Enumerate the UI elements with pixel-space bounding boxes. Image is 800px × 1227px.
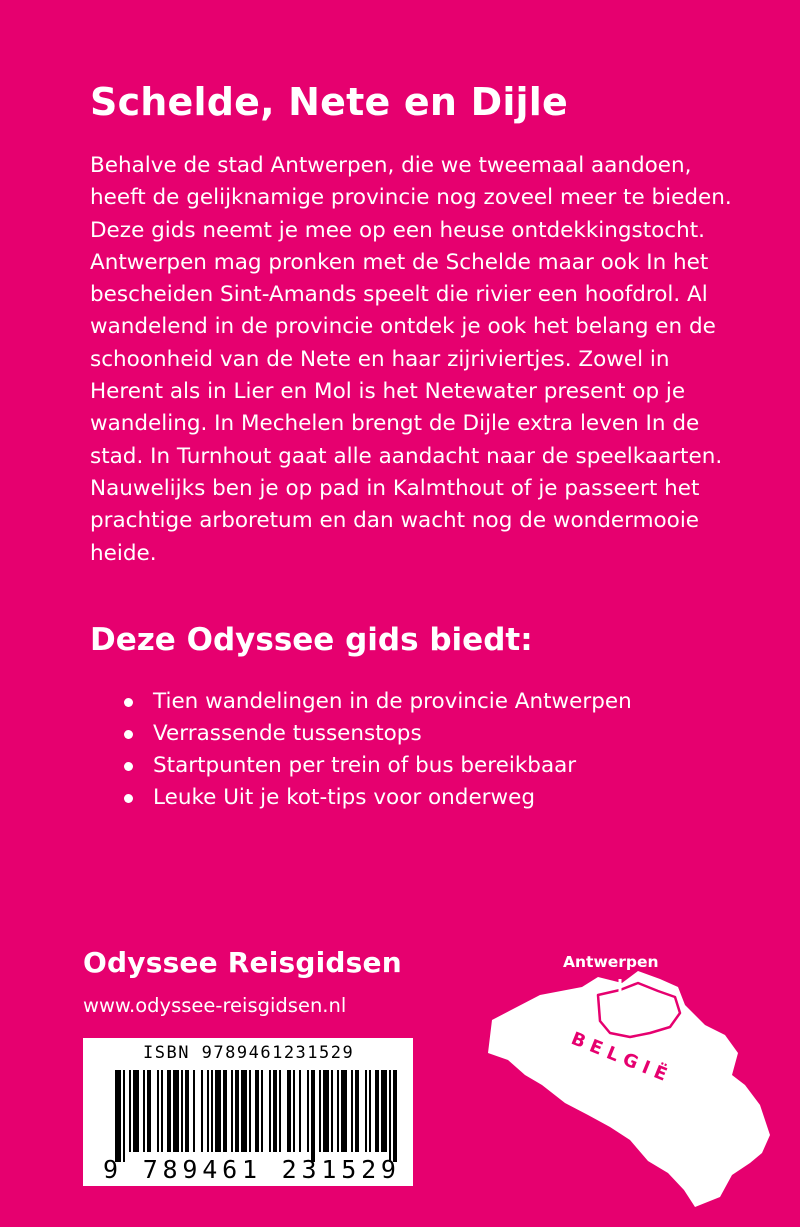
- barcode-bar: [287, 1070, 291, 1152]
- description-paragraph: Behalve de stad Antwerpen, die we tweemaal aandoen, heeft de gelijknamige provincie nog zoveel meer te bieden. Deze gids neemt je mee op een heuse ontdekkingstocht.: [90, 153, 732, 243]
- barcode-bar: [375, 1070, 379, 1152]
- barcode-bar: [173, 1070, 179, 1152]
- barcode-bar: [249, 1070, 251, 1152]
- barcode-bar: [381, 1070, 387, 1152]
- barcode-bar: [351, 1070, 353, 1152]
- barcode-bar: [341, 1070, 347, 1152]
- barcode-bar: [311, 1070, 315, 1162]
- barcode-bar: [143, 1070, 145, 1152]
- barcode-bar: [115, 1070, 121, 1162]
- description: [90, 150, 740, 570]
- features-heading: Deze Odyssee gids biedt:: [90, 622, 533, 658]
- barcode-bar: [211, 1070, 213, 1152]
- barcode-bar: [369, 1070, 371, 1152]
- barcode-bar: [157, 1070, 159, 1152]
- barcode-bar: [255, 1070, 259, 1152]
- barcode-bar: [241, 1070, 247, 1152]
- map-icon: [470, 935, 800, 1227]
- barcode-bar: [355, 1070, 359, 1152]
- barcode-bar: [123, 1070, 125, 1162]
- barcode-bar: [223, 1070, 227, 1152]
- country-label: BELGIË: [568, 1028, 676, 1088]
- barcode-bar: [293, 1070, 295, 1152]
- list-item: Leuke Uit je kot-tips voor onderweg: [120, 782, 632, 814]
- map-label-antwerpen: Antwerpen: [563, 953, 659, 971]
- barcode-bar: [161, 1070, 163, 1152]
- barcode-digits: 9 789461 231529: [103, 1155, 401, 1184]
- barcode-bar: [133, 1070, 139, 1152]
- publisher-website: www.odyssee-reisgidsen.nl: [83, 994, 347, 1017]
- barcode-bar: [337, 1070, 339, 1152]
- barcode-bar: [273, 1070, 277, 1152]
- barcode-bar: [207, 1070, 209, 1152]
- barcode: [83, 1038, 413, 1186]
- barcode-bar: [269, 1070, 271, 1152]
- belgium-shape: [488, 971, 770, 1207]
- barcode-bar: [331, 1070, 333, 1152]
- list-item: Startpunten per trein of bus bereikbaar: [120, 750, 632, 782]
- barcode-bar: [185, 1070, 189, 1152]
- publisher-name: Odyssee Reisgidsen: [83, 946, 402, 979]
- barcode-bar: [323, 1070, 329, 1152]
- barcode-bar: [279, 1070, 281, 1152]
- barcode-bar: [365, 1070, 367, 1152]
- page-title: Schelde, Nete en Dijle: [90, 80, 568, 124]
- barcode-bar: [201, 1070, 203, 1152]
- barcode-bar: [231, 1070, 233, 1152]
- barcode-bar: [181, 1070, 183, 1152]
- barcode-bar: [261, 1070, 263, 1152]
- barcode-bar: [393, 1070, 397, 1162]
- barcode-bar: [167, 1070, 171, 1152]
- isbn-label: ISBN 9789461231529: [143, 1043, 355, 1063]
- belgium-map: [470, 935, 800, 1227]
- barcode-bar: [215, 1070, 221, 1152]
- barcode-bar: [307, 1070, 309, 1152]
- barcode-bar: [147, 1070, 151, 1152]
- barcode-bar: [319, 1070, 321, 1152]
- barcode-bar: [193, 1070, 195, 1152]
- feature-list: [120, 686, 632, 814]
- barcode-bar: [129, 1070, 131, 1152]
- barcode-bar: [299, 1070, 301, 1152]
- list-item: Verrassende tussenstops: [120, 718, 632, 750]
- description-paragraph: Antwerpen mag pronken met de Schelde maar ook In het bescheiden Sint-Amands speelt die rivier een hoofdrol. Al wandelend in de provincie ontdek je ook het belang en de schoonheid van de Nete en haar zijriviertjes. Zowel in Herent als in Lier en Mol is het Netewater present op je wandeling. In Mechelen brengt de Dijle extra leven In de stad. In Turnhout gaat alle aandacht naar de speelkaarten. Nauwelijks ben je op pad in Kalmthout of je passeert het prachtige arboretum en dan wacht nog de wondermooie heide.: [90, 249, 723, 566]
- barcode-bar: [389, 1070, 391, 1162]
- barcode-bar: [235, 1070, 239, 1152]
- list-item: Tien wandelingen in de provincie Antwerpen: [120, 686, 632, 718]
